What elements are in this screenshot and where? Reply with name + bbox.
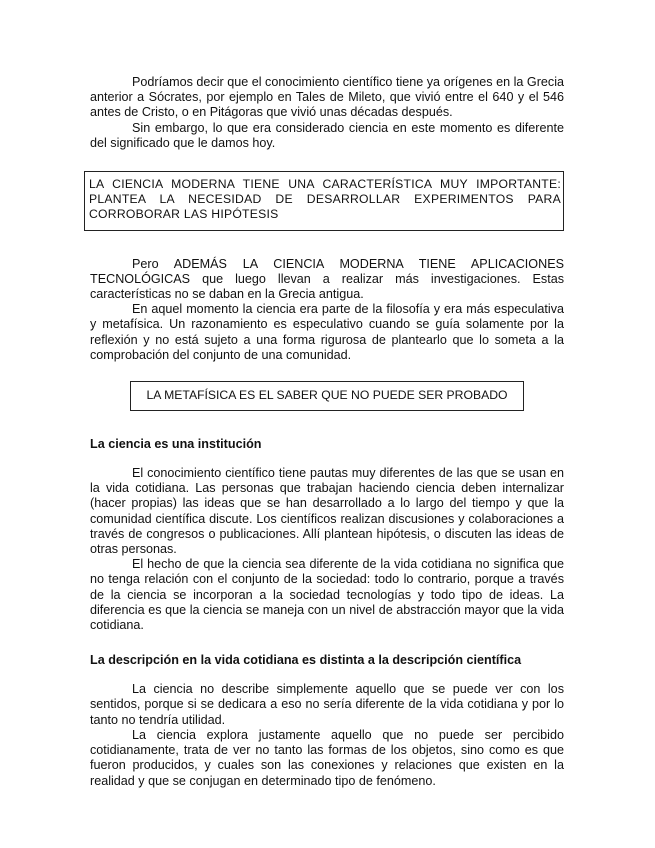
heading-description-difference: La descripción en la vida cotidiana es distinta a la descripción científica <box>90 653 522 668</box>
paragraph-science-explores: La ciencia explora justamente aquello que no puede ser percibido cotidianamente, trata de ver no tanto las formas de los objetos, sino como es que fueron producidos, y cuales son las conexiones y relaciones que existen en la realidad y que se conjugan en determinado tipo de fenómeno. <box>90 727 564 788</box>
document-page <box>90 75 564 789</box>
paragraph-scientific-guidelines: El conocimiento científico tiene pautas muy diferentes de las que se usan en la vida cotidiana. Las personas que trabajan haciendo ciencia deben internalizar (hacer propias) las ideas que se han desarrollado a lo largo del tiempo y que la comunidad científica discute. Los científicos realizan discusiones y colaboraciones a través de congresos o publicaciones. Allí plantean hipótesis, o discuten las ideas de otras personas. <box>90 466 564 557</box>
callout-modern-science-experiments: LA CIENCIA MODERNA TIENE UNA CARACTERÍSTICA MUY IMPORTANTE: PLANTEA LA NECESIDAD DE DESARROLLAR EXPERIMENTOS PARA CORROBORAR LAS HIPÓTESIS <box>84 171 564 231</box>
paragraph-meaning-difference: Sin embargo, lo que era considerado ciencia en este momento es diferente del significado que le damos hoy. <box>90 120 564 150</box>
heading-science-institution: La ciencia es una institución <box>90 437 262 452</box>
callout-metaphysics: LA METAFÍSICA ES EL SABER QUE NO PUEDE SER PROBADO <box>130 381 524 411</box>
paragraph-speculative-reasoning: En aquel momento la ciencia era parte de la filosofía y era más especulativa y metafísica. Un razonamiento es especulativo cuando se guía solamente por la reflexión y no está sujeto a una forma rigurosa de plantearlo que lo someta a la comprobación del conjunto de una comunidad. <box>90 302 564 362</box>
paragraph-science-and-society: El hecho de que la ciencia sea diferente de la vida cotidiana no significa que no tenga relación con el conjunto de la sociedad: todo lo contrario, porque a través de la ciencia se incorporan a la sociedad tecnologías y todo tipo de ideas. La diferencia es que la ciencia se maneja con un nivel de abstracción mayor que la vida cotidiana. <box>90 557 564 633</box>
spacer <box>90 452 564 466</box>
spacer <box>90 668 564 682</box>
paragraph-senses-description: La ciencia no describe simplemente aquello que se puede ver con los sentidos, porque si se dedicara a eso no sería diferente de la vida cotidiana y por lo tanto no tendría utilidad. <box>90 682 564 727</box>
spacer <box>90 411 564 437</box>
spacer <box>90 231 564 257</box>
paragraph-technological-applications: Pero ADEMÁS LA CIENCIA MODERNA TIENE APLICACIONES TECNOLÓGICAS que luego llevan a realizar más investigaciones. Estas características no se daban en la Grecia antigua. <box>90 256 564 302</box>
paragraph-greek-origins: Podríamos decir que el conocimiento científico tiene ya orígenes en la Grecia anterior a Sócrates, por ejemplo en Tales de Mileto, que vivió entre el 640 y el 546 antes de Cristo, o en Pitágoras que vivió unas décadas después. <box>90 75 564 120</box>
spacer <box>90 633 564 653</box>
